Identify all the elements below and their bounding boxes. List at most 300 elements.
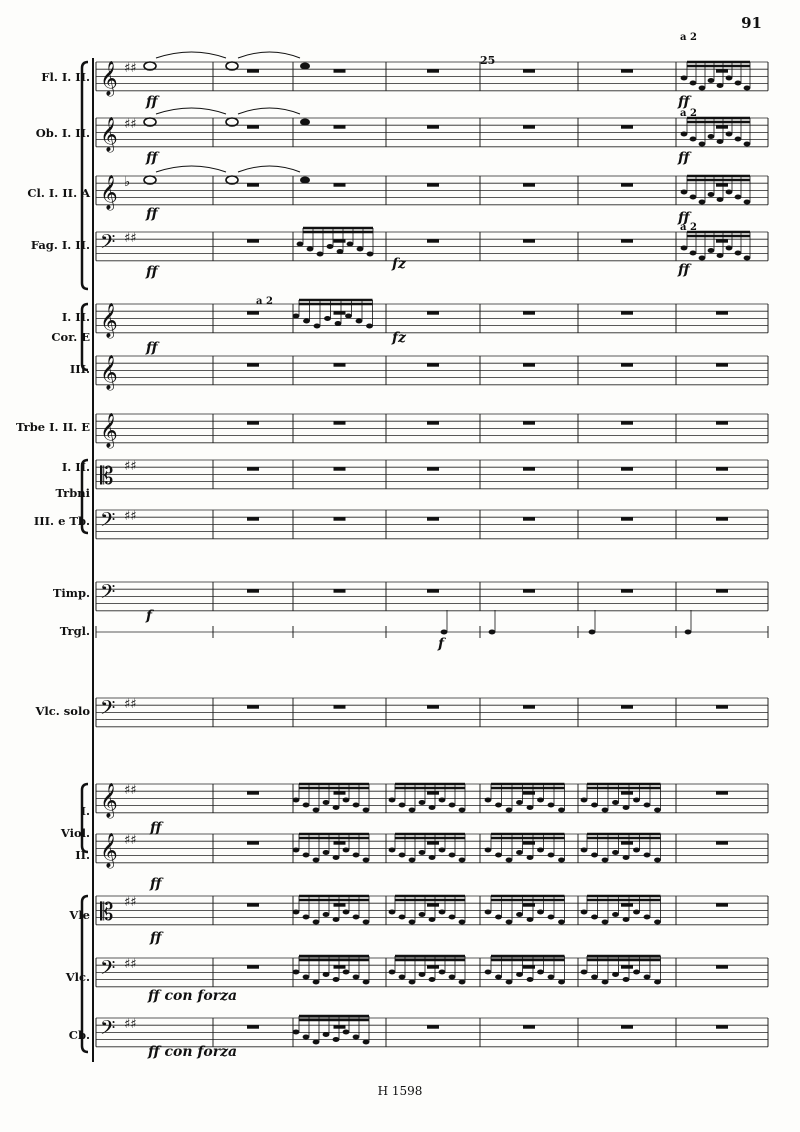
note-head <box>708 134 715 139</box>
whole-rest-icon <box>334 183 346 187</box>
note-head <box>516 800 523 805</box>
note-head <box>623 977 630 982</box>
note-head <box>717 139 724 144</box>
note-head <box>409 808 416 813</box>
whole-rest-icon <box>427 183 439 187</box>
label-violins: Viol. <box>60 826 90 840</box>
note-head <box>293 798 300 803</box>
note-head <box>293 970 300 975</box>
whole-rest-icon <box>247 841 259 845</box>
note-head <box>409 920 416 925</box>
whole-rest-icon <box>716 791 728 795</box>
key-signature-icon: ♯♯ <box>124 117 137 132</box>
note-head <box>726 190 733 195</box>
whole-rest-icon <box>427 421 439 425</box>
whole-rest-icon <box>523 311 535 315</box>
whole-rest-icon <box>523 363 535 367</box>
note-head <box>439 798 446 803</box>
note-head <box>313 808 320 813</box>
note-head <box>429 917 436 922</box>
key-signature-icon: ♯♯ <box>124 783 137 798</box>
note-head <box>726 76 733 81</box>
note-head <box>313 980 320 985</box>
note-head <box>612 850 619 855</box>
note-head <box>303 975 310 980</box>
note-head <box>363 980 370 985</box>
note-head <box>343 848 350 853</box>
note-head <box>399 803 406 808</box>
note-head <box>690 251 697 256</box>
note-head <box>485 970 492 975</box>
note-head <box>644 853 651 858</box>
bass-clef-icon: 𝄢 <box>100 580 116 608</box>
note-head <box>347 242 354 247</box>
dynamic-timpani: f <box>146 608 153 624</box>
dynamic-clarinets: ff <box>146 206 158 222</box>
whole-rest-icon <box>427 791 439 795</box>
note-head <box>495 915 502 920</box>
note-head <box>681 246 688 251</box>
whole-rest-icon <box>334 421 346 425</box>
whole-rest-icon <box>716 183 728 187</box>
note-head <box>389 910 396 915</box>
note-head <box>699 256 706 261</box>
tie <box>156 52 226 58</box>
note-head <box>439 910 446 915</box>
whole-rest-icon <box>716 421 728 425</box>
note-head <box>537 910 544 915</box>
note-head <box>366 324 373 329</box>
note-head <box>744 200 751 205</box>
note-head <box>699 142 706 147</box>
dynamic-horns: ff <box>146 340 158 356</box>
note-head <box>690 81 697 86</box>
tie <box>238 166 300 172</box>
note-head <box>612 912 619 917</box>
note-head <box>353 975 360 980</box>
dynamic-oboes-b: ff <box>678 150 690 166</box>
whole-rest-icon <box>621 903 633 907</box>
note-head <box>439 970 446 975</box>
note-head <box>654 980 661 985</box>
note-head <box>343 910 350 915</box>
note-head <box>343 798 350 803</box>
note-head <box>591 915 598 920</box>
whole-rest-icon <box>247 311 259 315</box>
dynamic-horns-fz: fz <box>392 330 406 346</box>
whole-rest-icon <box>621 239 633 243</box>
whole-rest-icon <box>523 239 535 243</box>
label-cello-solo: Vlc. solo <box>35 704 90 718</box>
note-head <box>459 980 466 985</box>
whole-rest-icon <box>247 1025 259 1029</box>
note-head <box>735 137 742 142</box>
treble-clef-icon: 𝄞 <box>100 783 118 818</box>
note-head <box>429 855 436 860</box>
whole-rest-icon <box>716 841 728 845</box>
dynamic-contrabasses: ff con forza <box>148 1044 238 1060</box>
note-head <box>506 858 513 863</box>
whole-rest-icon <box>716 589 728 593</box>
label-violin-1: I. <box>80 804 90 818</box>
whole-rest-icon <box>247 421 259 425</box>
label-horns: Cor. E <box>51 330 90 344</box>
whole-rest-icon <box>716 69 728 73</box>
dynamic-bassoons-b: ff <box>678 262 690 278</box>
whole-rest-icon <box>247 363 259 367</box>
note-head <box>717 83 724 88</box>
note-head <box>353 1035 360 1040</box>
note-head <box>690 195 697 200</box>
whole-rest-icon <box>427 467 439 471</box>
note-head <box>314 324 321 329</box>
label-violin-2: II. <box>75 848 90 862</box>
note-head <box>558 920 565 925</box>
note-head <box>644 915 651 920</box>
note-head <box>419 912 426 917</box>
note-head <box>581 970 588 975</box>
label-bassoons: Fag. I. II. <box>30 238 90 252</box>
note-head <box>654 808 661 813</box>
whole-rest-icon <box>621 125 633 129</box>
tie <box>156 108 226 114</box>
note-head <box>623 855 630 860</box>
whole-rest-icon <box>523 183 535 187</box>
dynamic-violas: ff <box>150 930 162 946</box>
note-head <box>409 858 416 863</box>
note-head <box>495 975 502 980</box>
whole-rest-icon <box>334 841 346 845</box>
alto-clef-icon: 𝄡 <box>100 462 114 490</box>
note-head <box>537 798 544 803</box>
note-head <box>343 1030 350 1035</box>
whole-rest-icon <box>523 517 535 521</box>
whole-rest-icon <box>427 125 439 129</box>
note-head <box>591 853 598 858</box>
note-head <box>343 970 350 975</box>
note-head <box>429 977 436 982</box>
note-head <box>633 910 640 915</box>
note-head <box>399 853 406 858</box>
note-head <box>516 972 523 977</box>
note-head <box>485 798 492 803</box>
dynamic-clarinets-b: ff <box>678 210 690 226</box>
triangle-note <box>685 630 692 635</box>
note-head <box>333 1037 340 1042</box>
note-head <box>506 920 513 925</box>
whole-rest-icon <box>621 841 633 845</box>
note-head <box>439 848 446 853</box>
whole-rest-icon <box>427 517 439 521</box>
note-head <box>548 853 555 858</box>
note-head <box>297 242 304 247</box>
note-head <box>300 119 310 126</box>
key-signature-icon: ♯♯ <box>124 895 137 910</box>
note-head <box>337 249 344 254</box>
note-head <box>644 975 651 980</box>
note-head <box>317 252 324 257</box>
note-head <box>735 81 742 86</box>
alto-clef-icon: 𝄡 <box>100 898 114 926</box>
dynamic-flutes: ff <box>146 94 158 110</box>
tie <box>238 52 300 58</box>
note-head <box>726 132 733 137</box>
bass-clef-icon: 𝄢 <box>100 1016 116 1044</box>
key-signature-icon: ♯♯ <box>124 231 137 246</box>
whole-rest-icon <box>523 467 535 471</box>
a2-flutes: a 2 <box>680 32 697 43</box>
note-head <box>333 977 340 982</box>
note-head <box>516 850 523 855</box>
note-head <box>389 848 396 853</box>
whole-rest-icon <box>621 589 633 593</box>
whole-rest-icon <box>621 791 633 795</box>
tie <box>238 108 300 114</box>
note-head <box>495 803 502 808</box>
note-head <box>323 800 330 805</box>
treble-clef-icon: 𝄞 <box>100 355 118 390</box>
note-head <box>429 805 436 810</box>
label-timpani: Timp. <box>52 586 90 600</box>
whole-rest-icon <box>523 1025 535 1029</box>
note-head <box>633 970 640 975</box>
note-head <box>744 142 751 147</box>
note-head <box>307 247 314 252</box>
whole-rest-icon <box>334 589 346 593</box>
label-horns-1-2: I. II. <box>61 310 90 324</box>
key-signature-icon: ♯♯ <box>124 459 137 474</box>
note-head <box>735 251 742 256</box>
note-head <box>303 319 310 324</box>
label-trombones-1-2: I. II. <box>61 460 90 474</box>
note-head <box>527 855 534 860</box>
note-head <box>459 858 466 863</box>
label-horn-3: III. <box>69 362 90 376</box>
note-head <box>409 980 416 985</box>
whole-rest-icon <box>247 69 259 73</box>
whole-rest-icon <box>716 705 728 709</box>
note-head <box>353 853 360 858</box>
note-head <box>690 137 697 142</box>
whole-rest-icon <box>247 183 259 187</box>
key-signature-icon: ♯♯ <box>124 697 137 712</box>
whole-rest-icon <box>334 69 346 73</box>
whole-rest-icon <box>621 517 633 521</box>
whole-rest-icon <box>334 1025 346 1029</box>
key-signature-icon: ♯♯ <box>124 833 137 848</box>
note-head <box>363 808 370 813</box>
note-head <box>357 247 364 252</box>
label-oboes: Ob. I. II. <box>35 126 90 140</box>
note-head <box>313 920 320 925</box>
key-signature-icon: ♯♯ <box>124 509 137 524</box>
note-head <box>681 76 688 81</box>
note-head <box>303 915 310 920</box>
note-head <box>623 805 630 810</box>
whole-rest-icon <box>427 965 439 969</box>
dynamic-triangle: f <box>438 636 445 652</box>
note-head <box>389 970 396 975</box>
note-head <box>293 314 300 319</box>
key-signature-icon: ♯♯ <box>124 61 137 76</box>
note-head <box>602 858 609 863</box>
whole-rest-icon <box>247 791 259 795</box>
whole-rest-icon <box>621 467 633 471</box>
note-head <box>708 248 715 253</box>
treble-clef-icon: 𝄞 <box>100 833 118 868</box>
note-head <box>726 246 733 251</box>
note-head <box>303 853 310 858</box>
label-violas: Vle <box>69 908 90 922</box>
label-trumpets: Trbe I. II. E <box>15 420 90 434</box>
note-head <box>419 972 426 977</box>
note-head <box>449 803 456 808</box>
note-head <box>303 803 310 808</box>
note-head <box>363 858 370 863</box>
whole-rest-icon <box>523 125 535 129</box>
whole-rest-icon <box>334 903 346 907</box>
bracket <box>82 784 88 852</box>
triangle-note <box>441 630 448 635</box>
page-number: 91 <box>741 14 762 32</box>
note-head <box>644 803 651 808</box>
whole-rest-icon <box>247 705 259 709</box>
note-head <box>323 912 330 917</box>
measure-number: 25 <box>480 54 496 67</box>
label-flutes: Fl. I. II. <box>41 70 90 84</box>
note-head <box>459 808 466 813</box>
whole-rest-icon <box>716 125 728 129</box>
label-cellos: Vlc. <box>65 970 90 984</box>
note-head <box>293 910 300 915</box>
note-head <box>323 1032 330 1037</box>
note-head <box>633 798 640 803</box>
note-head <box>335 321 342 326</box>
note-head <box>363 920 370 925</box>
label-trombones: Trbni <box>55 486 90 500</box>
bracket <box>82 62 88 289</box>
note-head <box>612 800 619 805</box>
note-head <box>333 917 340 922</box>
whole-rest-icon <box>427 363 439 367</box>
whole-rest-icon <box>334 363 346 367</box>
note-head <box>548 975 555 980</box>
note-head <box>717 253 724 258</box>
note-head <box>313 858 320 863</box>
treble-clef-icon: 𝄞 <box>100 303 118 338</box>
treble-clef-icon: 𝄞 <box>100 175 118 210</box>
note-head <box>353 803 360 808</box>
note-head <box>581 798 588 803</box>
whole-rest-icon <box>427 903 439 907</box>
treble-clef-icon: 𝄞 <box>100 61 118 96</box>
note-head <box>633 848 640 853</box>
whole-rest-icon <box>716 363 728 367</box>
note-head <box>548 915 555 920</box>
label-clarinets: Cl. I. II. A <box>27 186 90 200</box>
note-head <box>744 256 751 261</box>
whole-rest-icon <box>247 517 259 521</box>
whole-rest-icon <box>247 467 259 471</box>
whole-rest-icon <box>621 69 633 73</box>
triangle-note <box>489 630 496 635</box>
whole-rest-icon <box>621 183 633 187</box>
note-head <box>293 848 300 853</box>
whole-rest-icon <box>621 311 633 315</box>
whole-rest-icon <box>427 841 439 845</box>
a2-bassoons: a 2 <box>680 222 697 233</box>
whole-rest-icon <box>716 467 728 471</box>
treble-clef-icon: 𝄞 <box>100 117 118 152</box>
whole-rest-icon <box>247 589 259 593</box>
note-head <box>708 78 715 83</box>
a2-horns: a 2 <box>256 296 273 307</box>
note-head <box>744 86 751 91</box>
bass-clef-icon: 𝄢 <box>100 230 116 258</box>
note-head <box>612 972 619 977</box>
whole-rest-icon <box>427 69 439 73</box>
note-head <box>516 912 523 917</box>
note-head <box>527 977 534 982</box>
note-head <box>485 910 492 915</box>
dynamic-flutes-b: ff <box>678 94 690 110</box>
whole-rest-icon <box>334 239 346 243</box>
note-head <box>389 798 396 803</box>
note-head <box>735 195 742 200</box>
note-head <box>363 1040 370 1045</box>
note-head <box>654 858 661 863</box>
note-head <box>602 980 609 985</box>
whole-rest-icon <box>334 467 346 471</box>
whole-rest-icon <box>334 965 346 969</box>
note-head <box>558 980 565 985</box>
note-head <box>449 853 456 858</box>
whole-rest-icon <box>716 965 728 969</box>
whole-rest-icon <box>523 705 535 709</box>
whole-rest-icon <box>427 705 439 709</box>
triangle-note <box>589 630 596 635</box>
note-head <box>485 848 492 853</box>
whole-rest-icon <box>523 69 535 73</box>
note-head <box>356 319 363 324</box>
bass-clef-icon: 𝄢 <box>100 956 116 984</box>
note-head <box>419 850 426 855</box>
whole-rest-icon <box>247 965 259 969</box>
note-head <box>699 200 706 205</box>
bass-clef-icon: 𝄢 <box>100 508 116 536</box>
whole-rest-icon <box>621 965 633 969</box>
note-head <box>323 972 330 977</box>
dynamic-bassoons: ff <box>146 264 158 280</box>
dynamic-bassoons-fz: fz <box>392 256 406 272</box>
whole-rest-icon <box>334 791 346 795</box>
note-head <box>419 800 426 805</box>
note-head <box>449 975 456 980</box>
whole-rest-icon <box>427 239 439 243</box>
note-head <box>333 805 340 810</box>
whole-rest-icon <box>334 125 346 129</box>
note-head <box>367 252 374 257</box>
bass-clef-icon: 𝄢 <box>100 696 116 724</box>
note-head <box>591 975 598 980</box>
whole-rest-icon <box>247 903 259 907</box>
whole-rest-icon <box>621 363 633 367</box>
whole-rest-icon <box>427 1025 439 1029</box>
note-head <box>353 915 360 920</box>
note-head <box>558 808 565 813</box>
note-head <box>623 917 630 922</box>
note-head <box>681 132 688 137</box>
